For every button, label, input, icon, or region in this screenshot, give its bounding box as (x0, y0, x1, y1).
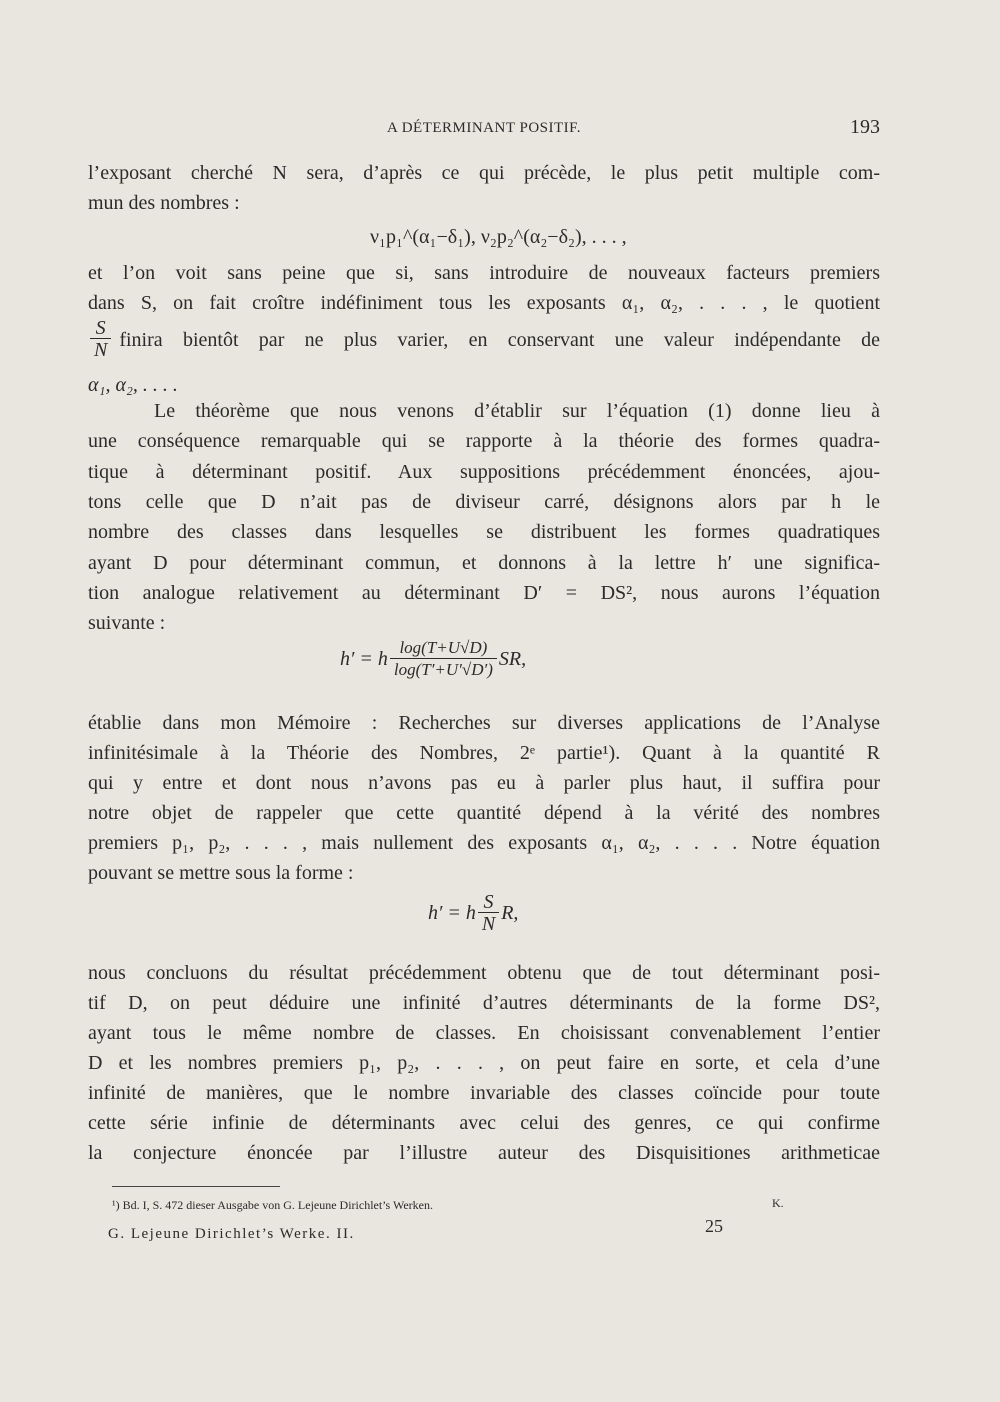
text-line: la conjecture énoncée par l’illustre auteur des Disquisitiones arithmeticae (88, 1142, 880, 1164)
equation-fraction (390, 638, 497, 681)
equation-rhs: SR, (498, 648, 527, 670)
text-line: nombre des classes dans lesquelles se distribuent les formes quadratiques (88, 521, 880, 543)
signature-line: G. Lejeune Dirichlet’s Werke. II. (108, 1226, 355, 1242)
text-line: finira bientôt par ne plus varier, en conservant une valeur indépendante de (119, 328, 880, 351)
fraction-numerator: S (90, 318, 111, 339)
text-line: notre objet de rappeler que cette quantité dépend à la vérité des nombres (88, 802, 880, 824)
text-line: tique à déterminant positif. Aux suppositions précédemment énoncées, ajou- (88, 461, 880, 483)
text-line: Le théorème que nous venons d’établir sur l’équation (1) donne lieu à (154, 400, 880, 422)
text-line: dans S, on fait croître indéfiniment tous les exposants α₁, α₂, . . . , le quotient (88, 292, 880, 314)
text-line: une conséquence remarquable qui se rapporte à la théorie des formes quadra- (88, 430, 880, 452)
text-line: qui y entre et dont nous n’avons pas eu à parler plus haut, il suffira pour (88, 772, 880, 794)
text-line: infinité de manières, que le nombre invariable des classes coïncide pour toute (88, 1082, 880, 1104)
footnote-rule (112, 1186, 280, 1187)
text-line: mun des nombres : (88, 192, 240, 214)
equation-denominator: N (481, 913, 496, 935)
signature-number: 25 (705, 1216, 723, 1236)
text-line: établie dans mon Mémoire : Recherches sur diverses applications de l’Analyse (88, 712, 880, 734)
header-title: A DÉTERMINANT POSITIF. (386, 120, 582, 136)
fraction-denominator: N (94, 339, 108, 361)
equation-1 (340, 638, 526, 681)
text-line-fraction (88, 318, 880, 361)
formula-sequence: ν₁p₁^(α₁−δ₁), ν₂p₂^(α₂−δ₂), . . . , (370, 226, 627, 248)
equation-fraction (478, 892, 499, 935)
text-line: nous concluons du résultat précédemment obtenu que de tout déterminant posi- (88, 962, 880, 984)
equation-numerator: S (478, 892, 499, 913)
text-line: tons celle que D n’ait pas de diviseur carré, désignons alors par h le (88, 491, 880, 513)
equation-rhs: R, (501, 902, 519, 924)
text-line: premiers p₁, p₂, . . . , mais nullement des exposants α₁, α₂, . . . . Notre équation (88, 832, 880, 854)
equation-lhs: h′ = h (428, 902, 476, 924)
text-line: ayant tous le même nombre de classes. En choisissant convenablement l’entier (88, 1022, 880, 1044)
text-line: α₁, α₂, . . . . (88, 374, 178, 396)
page-number: 193 (850, 116, 880, 138)
running-header (88, 116, 880, 142)
fraction-s-over-n (90, 318, 111, 361)
text-line: l’exposant cherché N sera, d’après ce qui précède, le plus petit multiple com- (88, 162, 880, 184)
text-line: tion analogue relativement au déterminant D′ = DS², nous aurons l’équation (88, 582, 880, 604)
text-line: D et les nombres premiers p₁, p₂, . . . , on peut faire en sorte, et cela d’une (88, 1052, 880, 1074)
text-line: pouvant se mettre sous la forme : (88, 862, 354, 884)
text-line: suivante : (88, 612, 166, 634)
equation-denominator: log(T′+U′√D′) (393, 660, 493, 679)
equation-lhs: h′ = h (340, 648, 388, 670)
equation-numerator: log(T+U√D) (390, 638, 497, 659)
text-line: ayant D pour déterminant commun, et donnons à la lettre h′ une significa- (88, 552, 880, 574)
equation-2 (428, 892, 518, 935)
text-line: cette série infinie de déterminants avec celui des genres, ce qui confirme (88, 1112, 880, 1134)
footnote: ¹) Bd. I, S. 472 dieser Ausgabe von G. Lejeune Dirichlet’s Werken. (112, 1198, 434, 1212)
text-line: tif D, on peut déduire une infinité d’autres déterminants de la forme DS², (88, 992, 880, 1014)
margin-mark: K. (772, 1196, 784, 1210)
text-line: infinitésimale à la Théorie des Nombres, 2ᵉ partie¹). Quant à la quantité R (88, 742, 880, 764)
text-line: et l’on voit sans peine que si, sans introduire de nouveaux facteurs premiers (88, 262, 880, 284)
